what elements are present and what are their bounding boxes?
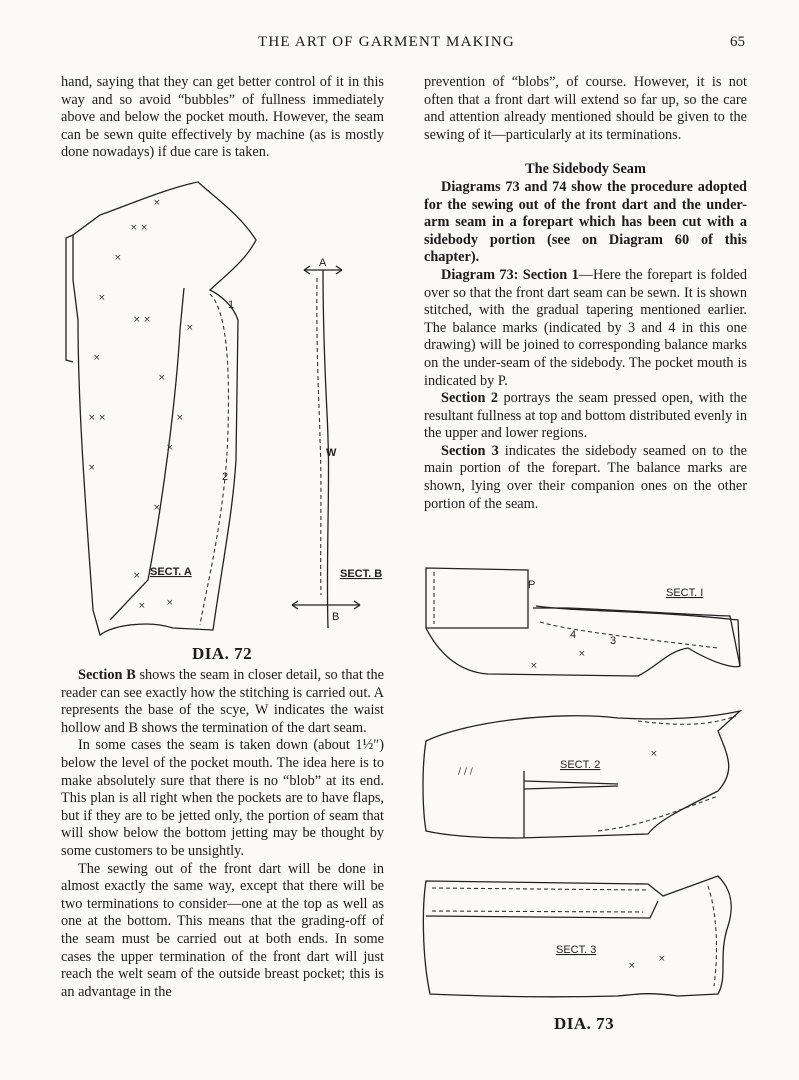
- mark-3: 3: [610, 635, 617, 647]
- svg-text:×: ×: [166, 443, 174, 453]
- tack-marks: [88, 198, 194, 611]
- label-a: A: [319, 257, 327, 269]
- svg-text:×: ×: [650, 749, 658, 759]
- paragraph: The sewing out of the front dart will be done in almost exactly the same way, except that there will be two terminations to consider—one at the top as well as one at the bottom. This means that the grading-off of the seam must be carried out at both ends. In some cases the upper termination of the front dart will just reach the welt seam of the outside breast pocket; this is an advantage in the: [61, 860, 384, 1000]
- bold-paragraph: Diagrams 73 and 74 show the procedure adopted for the sewing out of the front dart and the under-arm seam in a forepart which has been cut with a sidebody portion (see on Diagram 60 of this chapter).: [424, 178, 747, 266]
- svg-text:×: ×: [578, 649, 586, 659]
- section-2: [423, 711, 740, 838]
- sect-b-stitching: [317, 278, 321, 595]
- section-heading: The Sidebody Seam: [525, 161, 646, 178]
- mark-4: 4: [570, 629, 577, 641]
- sect-2-label: SECT. 2: [560, 759, 601, 771]
- svg-text:×: ×: [176, 413, 184, 423]
- paragraph: [424, 390, 747, 443]
- sect-a-seam: [200, 294, 228, 625]
- paragraph: In some cases the seam is taken down (about 1½″) below the level of the pocket mouth. The idea here is to make absolutely sure that there is no “blob” at its end. This plan is all right when the pockets are to have flaps, but if they are to be jetted only, the portion of seam that will show below the bottom jetting may be thought by some customers to be unsightly.: [61, 737, 384, 859]
- section-1: [426, 568, 740, 676]
- paragraph: [61, 667, 384, 737]
- sect-a-facing: [66, 235, 73, 362]
- paragraph-lead: Section 3: [441, 442, 499, 459]
- sect-b-label: SECT. B: [340, 568, 383, 580]
- paragraph-lead: Section B: [78, 667, 136, 683]
- svg-text:×: ×: [628, 961, 636, 971]
- svg-text:×: ×: [186, 323, 194, 333]
- pocket-label-p: P: [528, 579, 536, 591]
- left-column-top: [61, 74, 384, 162]
- mark-2: 2: [222, 471, 229, 483]
- svg-text:×: ×: [114, 253, 122, 263]
- paragraph-lead: Diagram 73: Section 1: [441, 266, 579, 283]
- page-number: 65: [730, 34, 745, 50]
- svg-text:×: ×: [133, 571, 141, 581]
- right-column-top: [424, 74, 747, 513]
- svg-text:×: ×: [93, 353, 101, 363]
- mark-1: 1: [228, 299, 235, 311]
- svg-text:×: ×: [153, 503, 161, 513]
- svg-text:×: ×: [88, 463, 96, 473]
- section-3: [423, 876, 731, 997]
- diagram-72: [58, 180, 398, 650]
- diagram-73: [418, 556, 753, 1016]
- sect-1-label: SECT. I: [666, 587, 704, 599]
- svg-text:× ×: × ×: [130, 223, 148, 233]
- svg-text:×: ×: [166, 598, 174, 608]
- svg-text:/ / /: / / /: [458, 767, 473, 777]
- paragraph: hand, saying that they can get better control of it in this way and so avoid “bubbles” of fullness immediately above and below the pocket mouth. However, the seam can be sewn quite effectively by machine (as is mostly done nowadays) if due care is taken.: [61, 74, 384, 161]
- sect-3-label: SECT. 3: [556, 944, 597, 956]
- paragraph-text: portrays the seam pressed open, with the resultant fullness at top and bottom distributed evenly in the upper and lower regions.: [424, 390, 747, 442]
- svg-text:×: ×: [138, 601, 146, 611]
- dia-73-caption: DIA. 73: [554, 1014, 615, 1033]
- paragraph-text: indicates the sidebody seamed on to the main portion of the forepart. The balance marks are shown, lying over their companion ones on the other portion of the seam.: [424, 442, 747, 512]
- paragraph-lead: Section 2: [441, 390, 499, 407]
- svg-text:×: ×: [658, 954, 666, 964]
- paragraph: [424, 267, 747, 390]
- label-w: W: [326, 447, 337, 459]
- sect-a-label: SECT. A: [150, 566, 192, 578]
- svg-text:×: ×: [98, 293, 106, 303]
- paragraph: prevention of “blobs”, of course. However, it is not often that a front dart will extend so far up, so the care and attention already mentioned should be given to the sewing of it—particularly at its terminations.: [424, 74, 747, 143]
- svg-text:×: ×: [530, 661, 538, 671]
- paragraph: [424, 443, 747, 513]
- label-b: B: [332, 611, 340, 623]
- svg-text:×: ×: [153, 198, 161, 208]
- svg-text:×: ×: [158, 373, 166, 383]
- paragraph-text: shows the seam in closer detail, so that the reader can see exactly how the stitching is carried out. A represents the base of the scye, W indicates the waist hollow and B shows the termination of the dart seam.: [61, 667, 384, 736]
- svg-text:× ×: × ×: [88, 413, 106, 423]
- left-column-bottom: [61, 667, 384, 1001]
- running-title: THE ART OF GARMENT MAKING: [258, 34, 515, 50]
- page-header: [0, 34, 799, 54]
- paragraph-text: —Here the forepart is folded over so that the front dart seam can be sewn. It is shown stitched, with the gradual tapering mentioned earlier. The balance marks (indicated by 3 and 4 in this one drawing) will be joined to corresponding balance marks on the under-seam of the sidebody. The pocket mouth is indicated by P.: [424, 266, 748, 389]
- dia-72-caption: DIA. 72: [192, 644, 253, 663]
- svg-text:× ×: × ×: [133, 315, 151, 325]
